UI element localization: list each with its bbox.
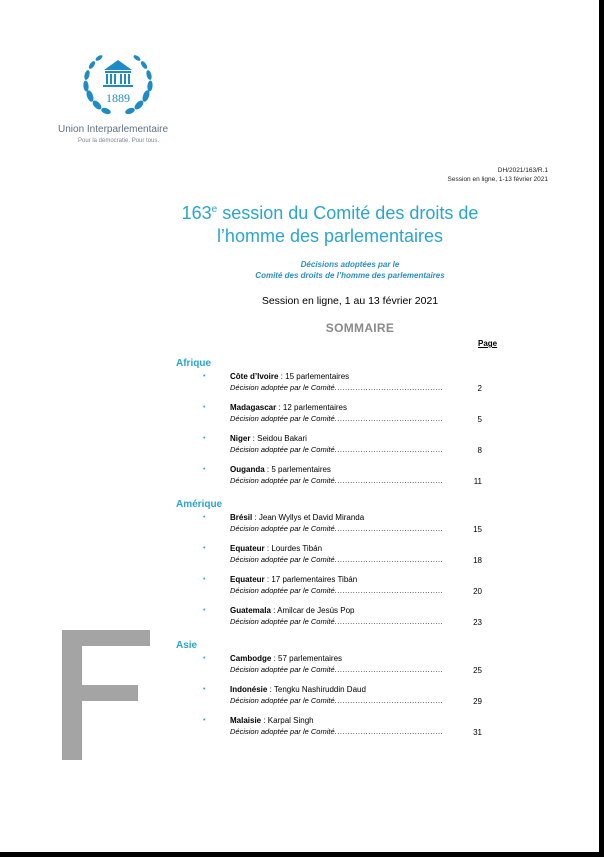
entry-title (230, 403, 347, 412)
entry-page-number: 29 (473, 697, 482, 706)
entry-detail: : Karpal Singh (261, 716, 314, 725)
bullet-icon: • (203, 435, 206, 442)
decision-text: Décision adoptée par le Comité (230, 727, 335, 736)
entry-decision (230, 555, 443, 564)
entry-detail: : 17 parlementaires Tibán (264, 575, 358, 584)
entry-decision (230, 665, 443, 674)
entry-detail: : Lourdes Tibán (264, 544, 323, 553)
entry-country: Equateur (230, 575, 265, 584)
entry-title (230, 716, 314, 725)
leader-dots: .......................................... (334, 414, 444, 423)
leader-dots: .......................................... (334, 586, 444, 595)
entry-decision (230, 727, 443, 736)
decision-text: Décision adoptée par le Comité (230, 414, 335, 423)
subtitle-line1: Décisions adoptées par le (300, 260, 400, 269)
entry-country: Cambodge (230, 654, 272, 663)
bullet-icon: • (203, 373, 206, 380)
entry-decision (230, 414, 443, 423)
page-title (170, 202, 490, 248)
reference-session: Session en ligne, 1-13 février 2021 (447, 176, 548, 183)
entry-decision (230, 617, 443, 626)
entry-decision (230, 383, 443, 392)
entry-page-number: 31 (473, 728, 482, 737)
ipu-emblem-icon (80, 52, 156, 118)
decision-text: Décision adoptée par le Comité (230, 586, 335, 595)
title-suffix: e (211, 204, 218, 215)
decision-text: Décision adoptée par le Comité (230, 617, 335, 626)
entry-page-number: 11 (473, 477, 482, 486)
decision-text: Décision adoptée par le Comité (230, 383, 335, 392)
entry-title (230, 513, 364, 522)
decision-text: Décision adoptée par le Comité (230, 476, 335, 485)
entry-country: Malaisie (230, 716, 262, 725)
entry-country: Niger (230, 434, 251, 443)
sommaire-heading: SOMMAIRE (325, 321, 395, 335)
entry-title (230, 575, 357, 584)
entry-page-number: 15 (473, 525, 482, 534)
entry-country: Equateur (230, 544, 265, 553)
bullet-icon: • (203, 686, 206, 693)
region-heading: Asie (176, 640, 198, 651)
subtitle (200, 259, 500, 281)
logo-name: Union Interparlementaire (58, 124, 169, 135)
bullet-icon: • (203, 514, 206, 521)
leader-dots: .......................................... (334, 476, 444, 485)
title-line2: l’homme des parlementaires (216, 226, 444, 246)
entry-detail: : 15 parlementaires (278, 372, 350, 381)
leader-dots: .......................................... (334, 665, 444, 674)
entry-page-number: 25 (473, 666, 482, 675)
logo-year: 1889 (106, 91, 130, 105)
entry-title (230, 372, 349, 381)
entry-detail: : Seidou Bakari (250, 434, 307, 443)
bullet-icon: • (203, 404, 206, 411)
entry-title (230, 434, 307, 443)
entry-title (230, 544, 322, 553)
bullet-icon: • (203, 607, 206, 614)
entry-page-number: 8 (477, 446, 482, 455)
bullet-icon: • (203, 655, 206, 662)
page-column-header: Page (478, 339, 498, 348)
entry-detail: : 5 parlementaires (264, 465, 331, 474)
entry-title (230, 685, 366, 694)
entry-country: Madagascar (230, 403, 277, 412)
ipu-logo (68, 52, 168, 118)
entry-page-number: 5 (477, 415, 482, 424)
entry-country: Ouganda (230, 465, 265, 474)
entry-country: Guatemala (230, 606, 271, 615)
session-line: Session en ligne, 1 au 13 février 2021 (261, 295, 439, 307)
decision-text: Décision adoptée par le Comité (230, 445, 335, 454)
logo-tagline: Pour la démocratie. Pour tous. (78, 138, 160, 144)
leader-dots: .......................................... (334, 617, 444, 626)
entry-title (230, 606, 355, 615)
entry-title (230, 654, 342, 663)
entry-detail: : 57 parlementaires (271, 654, 343, 663)
entry-decision (230, 524, 443, 533)
entry-page-number: 20 (473, 587, 482, 596)
entry-page-number: 18 (473, 556, 482, 565)
entry-country: Brésil (230, 513, 253, 522)
decision-text: Décision adoptée par le Comité (230, 555, 335, 564)
leader-dots: .......................................... (334, 383, 444, 392)
entry-decision (230, 476, 443, 485)
page-border-bottom (0, 852, 604, 857)
reference-code: DH/2021/163/R.1 (497, 167, 548, 174)
page-border-right (599, 0, 604, 857)
leader-dots: .......................................... (334, 696, 444, 705)
entry-page-number: 23 (473, 618, 482, 627)
title-number: 163 (181, 203, 212, 223)
decision-text: Décision adoptée par le Comité (230, 696, 335, 705)
bullet-icon: • (203, 576, 206, 583)
entry-decision (230, 696, 443, 705)
bullet-icon: • (203, 717, 206, 724)
entry-detail: : Amilcar de Jesús Pop (270, 606, 355, 615)
leader-dots: .......................................... (334, 555, 444, 564)
entry-country: Indonésie (230, 685, 268, 694)
title-line1: session du Comité des droits de (217, 203, 479, 223)
region-heading: Amérique (176, 499, 223, 510)
entry-decision (230, 586, 443, 595)
entry-detail: : Tengku Nashiruddin Daud (267, 685, 366, 694)
entry-title (230, 465, 331, 474)
leader-dots: .......................................... (334, 445, 444, 454)
entry-page-number: 2 (477, 384, 482, 393)
entry-detail: : Jean Wyllys et David Miranda (252, 513, 365, 522)
document-reference (448, 166, 548, 184)
leader-dots: .......................................... (334, 524, 444, 533)
leader-dots: .......................................... (334, 727, 444, 736)
subtitle-line2: Comité des droits de l’homme des parlementaires (255, 271, 445, 280)
decision-text: Décision adoptée par le Comité (230, 665, 335, 674)
bullet-icon: • (203, 466, 206, 473)
decision-text: Décision adoptée par le Comité (230, 524, 335, 533)
entry-country: Côte d’Ivoire (230, 372, 279, 381)
bullet-icon: • (203, 545, 206, 552)
region-heading: Afrique (176, 358, 211, 369)
entry-decision (230, 445, 443, 454)
language-letter-f (62, 630, 152, 760)
entry-detail: : 12 parlementaires (276, 403, 347, 412)
